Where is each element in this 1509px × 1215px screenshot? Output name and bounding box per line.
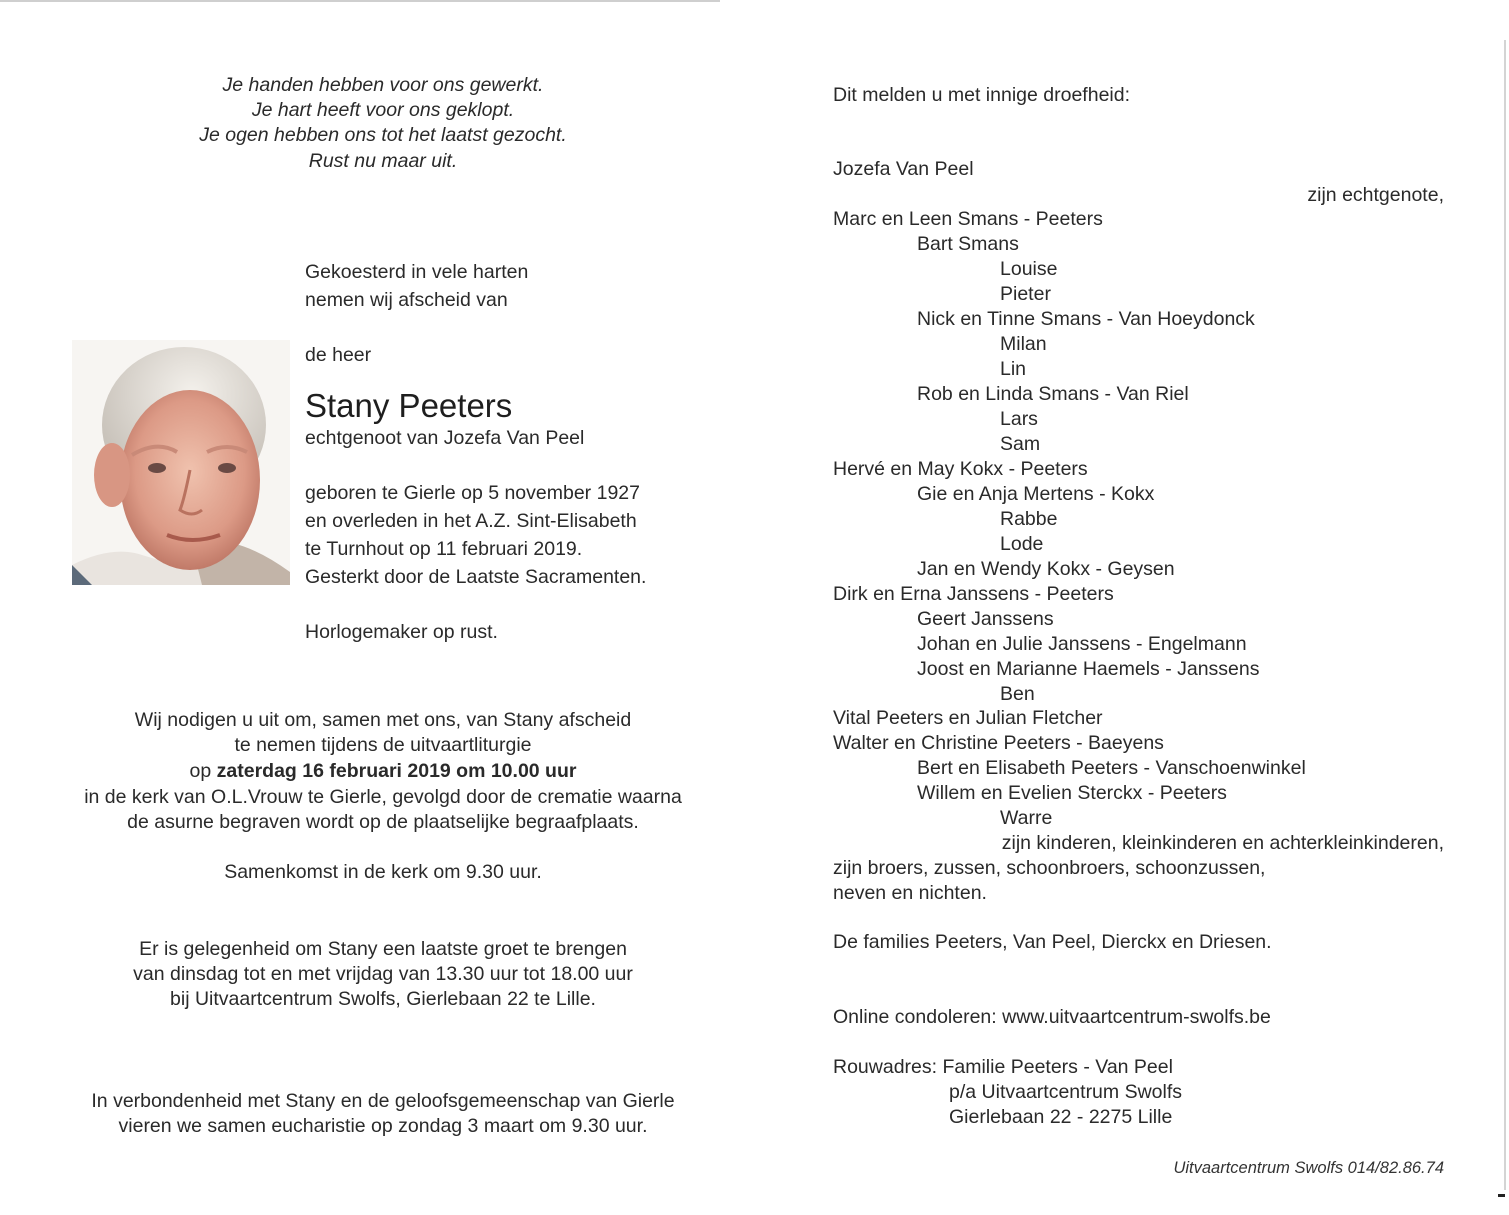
salutation: de heer (305, 344, 372, 366)
address-line: Gierlebaan 22 - 2275 Lille (949, 1106, 1173, 1128)
invitation-line: de asurne begraven wordt op de plaatselijke begraafplaats. (127, 811, 639, 833)
portrait-photo (72, 340, 290, 585)
family-member: Ben (1000, 683, 1035, 705)
bio-line: geboren te Gierle op 5 november 1927 (305, 482, 640, 504)
family-member: Bert en Elisabeth Peeters - Vanschoenwinkel (917, 757, 1306, 779)
relatives-line: zijn broers, zussen, schoonbroers, schoonzussen, (833, 857, 1266, 879)
visitation-line: bij Uitvaartcentrum Swolfs, Gierlebaan 22 te Lille. (170, 988, 596, 1010)
family-member: Jan en Wendy Kokx - Geysen (917, 558, 1175, 580)
bio-line: en overleden in het A.Z. Sint-Elisabeth (305, 510, 637, 532)
family-member: Johan en Julie Janssens - Engelmann (917, 633, 1247, 655)
family-member: Gie en Anja Mertens - Kokx (917, 483, 1155, 505)
family-member: Nick en Tinne Smans - Van Hoeydonck (917, 308, 1255, 330)
family-member: Lin (1000, 358, 1027, 380)
family-role: zijn kinderen, kleinkinderen en achterkleinkinderen, (1001, 832, 1444, 854)
intro-line: nemen wij afscheid van (305, 289, 508, 311)
family-member: Joost en Marianne Haemels - Janssens (917, 658, 1260, 680)
family-member: Sam (1000, 433, 1041, 455)
family-member: Rob en Linda Smans - Van Riel (917, 383, 1189, 405)
poem-line: Rust nu maar uit. (308, 150, 458, 172)
visitation-line: van dinsdag tot en met vrijdag van 13.30 uur tot 18.00 uur (133, 963, 633, 985)
invitation-line: in de kerk van O.L.Vrouw te Gierle, gevolgd door de crematie waarna (84, 786, 682, 808)
family-member: Marc en Leen Smans - Peeters (833, 208, 1103, 230)
family-member: Geert Janssens (917, 608, 1054, 630)
intro-line: Gekoesterd in vele harten (305, 261, 529, 283)
bio-line: te Turnhout op 11 februari 2019. (305, 538, 583, 560)
poem-line: Je handen hebben voor ons gewerkt. (222, 74, 544, 96)
portrait-illustration (72, 340, 290, 585)
gathering: Samenkomst in de kerk om 9.30 uur. (224, 861, 542, 883)
family-member: Louise (1000, 258, 1058, 280)
family-member: Lode (1000, 533, 1044, 555)
family-member: Dirk en Erna Janssens - Peeters (833, 583, 1114, 605)
announce: Dit melden u met innige droefheid: (833, 84, 1131, 106)
relatives-line: neven en nichten. (833, 882, 987, 904)
families-line: De families Peeters, Van Peel, Dierckx en Driesen. (833, 931, 1272, 953)
spouse-line: echtgenoot van Jozefa Van Peel (305, 427, 585, 449)
visitation-line: Er is gelegenheid om Stany een laatste groet te brengen (139, 938, 627, 960)
address-line: p/a Uitvaartcentrum Swolfs (949, 1081, 1183, 1103)
invitation-line: te nemen tijdens de uitvaartliturgie (234, 734, 532, 756)
invitation-date-bold: zaterdag 16 februari 2019 om 10.00 uur (216, 760, 577, 782)
eucharist-line: vieren we samen eucharistie op zondag 3 maart om 9.30 uur. (118, 1115, 648, 1137)
widow-name: Jozefa Van Peel (833, 158, 974, 180)
poem-line: Je ogen hebben ons tot het laatst gezocht. (199, 124, 567, 146)
online-condolence: Online condoleren: www.uitvaartcentrum-swolfs.be (833, 1006, 1271, 1028)
family-member: Pieter (1000, 283, 1051, 305)
family-member: Milan (1000, 333, 1047, 355)
family-member: Lars (1000, 408, 1038, 430)
eucharist-line: In verbondenheid met Stany en de geloofsgemeenschap van Gierle (91, 1090, 675, 1112)
address-line: Rouwadres: Familie Peeters - Van Peel (833, 1056, 1173, 1078)
family-member: Rabbe (1000, 508, 1058, 530)
invitation-line: Wij nodigen u uit om, samen met ons, van Stany afscheid (134, 709, 632, 731)
right-edge-line (1504, 40, 1506, 1190)
widow-role: zijn echtgenote, (1307, 184, 1444, 206)
footer-credit: Uitvaartcentrum Swolfs 014/82.86.74 (1173, 1159, 1444, 1177)
family-member: Walter en Christine Peeters - Baeyens (833, 732, 1164, 754)
bio-line: Gesterkt door de Laatste Sacramenten. (305, 566, 647, 588)
profession: Horlogemaker op rust. (305, 621, 498, 643)
family-member: Willem en Evelien Sterckx - Peeters (917, 782, 1227, 804)
poem-line: Je hart heeft voor ons geklopt. (251, 99, 515, 121)
corner-mark (1498, 1194, 1505, 1197)
family-member: Vital Peeters en Julian Fletcher (833, 707, 1103, 729)
top-edge-line (0, 0, 720, 2)
family-member: Hervé en May Kokx - Peeters (833, 458, 1088, 480)
family-member: Bart Smans (917, 233, 1019, 255)
deceased-name: Stany Peeters (305, 387, 513, 424)
invitation-date-prefix: op (189, 760, 217, 782)
invitation-date (190, 759, 577, 784)
family-member: Warre (1000, 807, 1053, 829)
